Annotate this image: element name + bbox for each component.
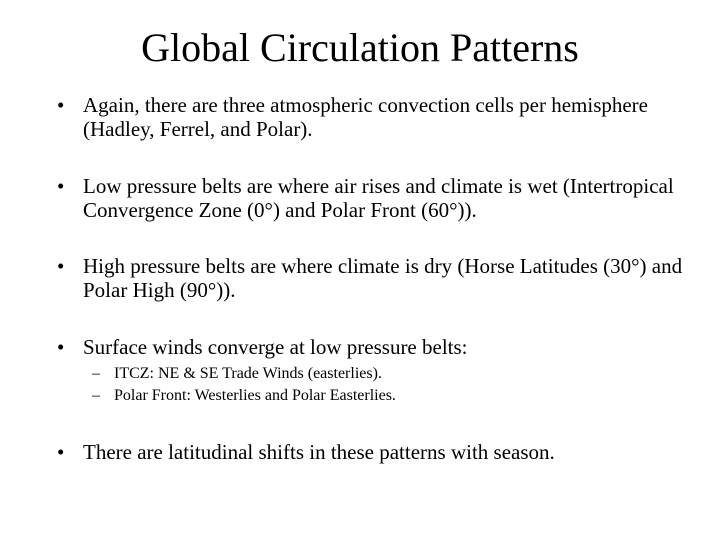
bullet-marker: • (57, 93, 65, 117)
bullet-item-1 (57, 93, 697, 141)
bullet-marker: • (57, 254, 65, 278)
sub-bullet-item-2 (92, 386, 692, 406)
bullet-text: There are latitudinal shifts in these patterns with season. (83, 440, 555, 464)
sub-bullet-marker: – (92, 365, 100, 382)
bullet-marker: • (57, 335, 65, 359)
bullet-marker: • (57, 174, 65, 198)
bullet-text: Surface winds converge at low pressure belts: (83, 335, 468, 359)
bullet-text: Low pressure belts are where air rises and climate is wet (Intertropical Convergence Zone (0°) and Polar Front (60°)). (83, 174, 674, 222)
bullet-item-5 (57, 440, 697, 464)
sub-bullet-text: ITCZ: NE & SE Trade Winds (easterlies). (114, 365, 382, 382)
slide-title: Global Circulation Patterns (141, 25, 579, 70)
bullet-marker: • (57, 440, 65, 464)
sub-bullet-item-1 (92, 364, 692, 384)
sub-bullet-marker: – (92, 387, 100, 404)
bullet-item-3 (57, 254, 697, 302)
sub-bullet-text: Polar Front: Westerlies and Polar Easterlies. (114, 387, 396, 404)
bullet-item-2 (57, 174, 697, 222)
bullet-text: Again, there are three atmospheric convection cells per hemisphere (Hadley, Ferrel, and Polar). (83, 93, 649, 141)
bullet-text: High pressure belts are where climate is dry (Horse Latitudes (30°) and Polar High (90°)). (83, 254, 683, 302)
bullet-item-4 (57, 335, 697, 359)
